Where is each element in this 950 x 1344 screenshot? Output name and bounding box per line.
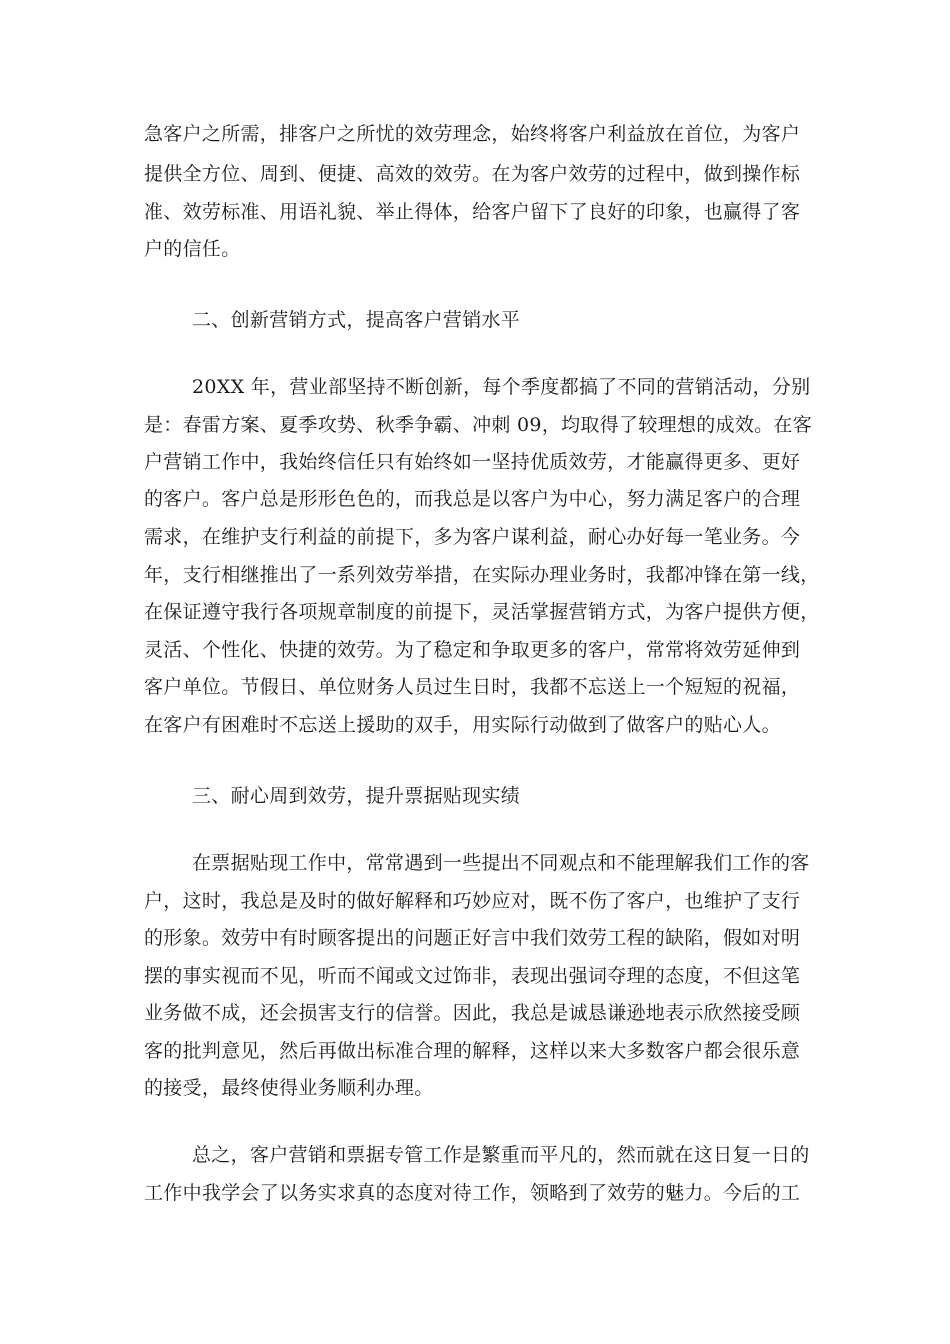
paragraph-2-line-3: 户营销工作中，我始终信任只有始终如一坚持优质效劳，才能赢得更多、更好 bbox=[144, 451, 801, 473]
paragraph-3-line-5: 业务做不成，还会损害支行的信誉。因此，我总是诚恳谦逊地表示欣然接受顾 bbox=[144, 1002, 801, 1024]
paragraph-4-line-1: 总之，客户营销和票据专管工作是繁重而平凡的，然而就在这日复一日的 bbox=[192, 1144, 810, 1166]
section-heading-3: 三、耐心周到效劳，提升票据贴现实绩 bbox=[192, 785, 521, 807]
paragraph-2-line-2: 是：春雷方案、夏季攻势、秋季争霸、冲刺 09，均取得了较理想的成效。在客 bbox=[144, 414, 813, 436]
paragraph-2-line-6: 年，支行相继推出了一系列效劳举措，在实际办理业务时，我都冲锋在第一线， bbox=[144, 564, 820, 586]
paragraph-2-line-5: 需求，在维护支行利益的前提下，多为客户谋利益，耐心办好每一笔业务。今 bbox=[144, 526, 801, 548]
paragraph-3-line-1: 在票据贴现工作中，常常遇到一些提出不同观点和不能理解我们工作的客 bbox=[192, 852, 810, 874]
paragraph-2-line-7: 在保证遵守我行各项规章制度的前提下，灵活掌握营销方式，为客户提供方便， bbox=[144, 601, 820, 623]
paragraph-2-line-10: 在客户有困难时不忘送上援助的双手，用实际行动做到了做客户的贴心人。 bbox=[144, 714, 781, 736]
paragraph-1-line-1: 急客户之所需，排客户之所忧的效劳理念，始终将客户利益放在首位，为客户 bbox=[144, 123, 801, 145]
paragraph-2-line-4: 的客户。客户总是形形色色的，而我总是以客户为中心，努力满足客户的合理 bbox=[144, 488, 801, 510]
paragraph-2-line-8: 灵活、个性化、快捷的效劳。为了稳定和争取更多的客户，常常将效劳延伸到 bbox=[144, 639, 801, 661]
paragraph-2-line-1: 20XX 年，营业部坚持不断创新，每个季度都搞了不同的营销活动，分别 bbox=[192, 376, 811, 398]
paragraph-3-line-3: 的形象。效劳中有时顾客提出的问题正好言中我们效劳工程的缺陷，假如对明 bbox=[144, 927, 801, 949]
section-heading-2: 二、创新营销方式，提高客户营销水平 bbox=[192, 309, 521, 331]
paragraph-1-line-3: 准、效劳标准、用语礼貌、举止得体，给客户留下了良好的印象，也赢得了客 bbox=[144, 201, 801, 223]
paragraph-3-line-6: 客的批判意见，然后再做出标准合理的解释，这样以来大多数客户都会很乐意 bbox=[144, 1040, 801, 1062]
paragraph-3-line-4: 摆的事实视而不见，听而不闻或文过饰非，表现出强词夺理的态度，不但这笔 bbox=[144, 965, 801, 987]
paragraph-4-line-2: 工作中我学会了以务实求真的态度对待工作，领略到了效劳的魅力。今后的工 bbox=[144, 1182, 801, 1204]
paragraph-1-line-4: 户的信任。 bbox=[144, 238, 241, 260]
paragraph-1-line-2: 提供全方位、周到、便捷、高效的效劳。在为客户效劳的过程中，做到操作标 bbox=[144, 163, 801, 185]
paragraph-3-line-7: 的接受，最终使得业务顺利办理。 bbox=[144, 1077, 434, 1099]
paragraph-3-line-2: 户，这时，我总是及时的做好解释和巧妙应对，既不伤了客户，也维护了支行 bbox=[144, 890, 801, 912]
paragraph-2-line-9: 客户单位。节假日、单位财务人员过生日时，我都不忘送上一个短短的祝福， bbox=[144, 676, 801, 698]
